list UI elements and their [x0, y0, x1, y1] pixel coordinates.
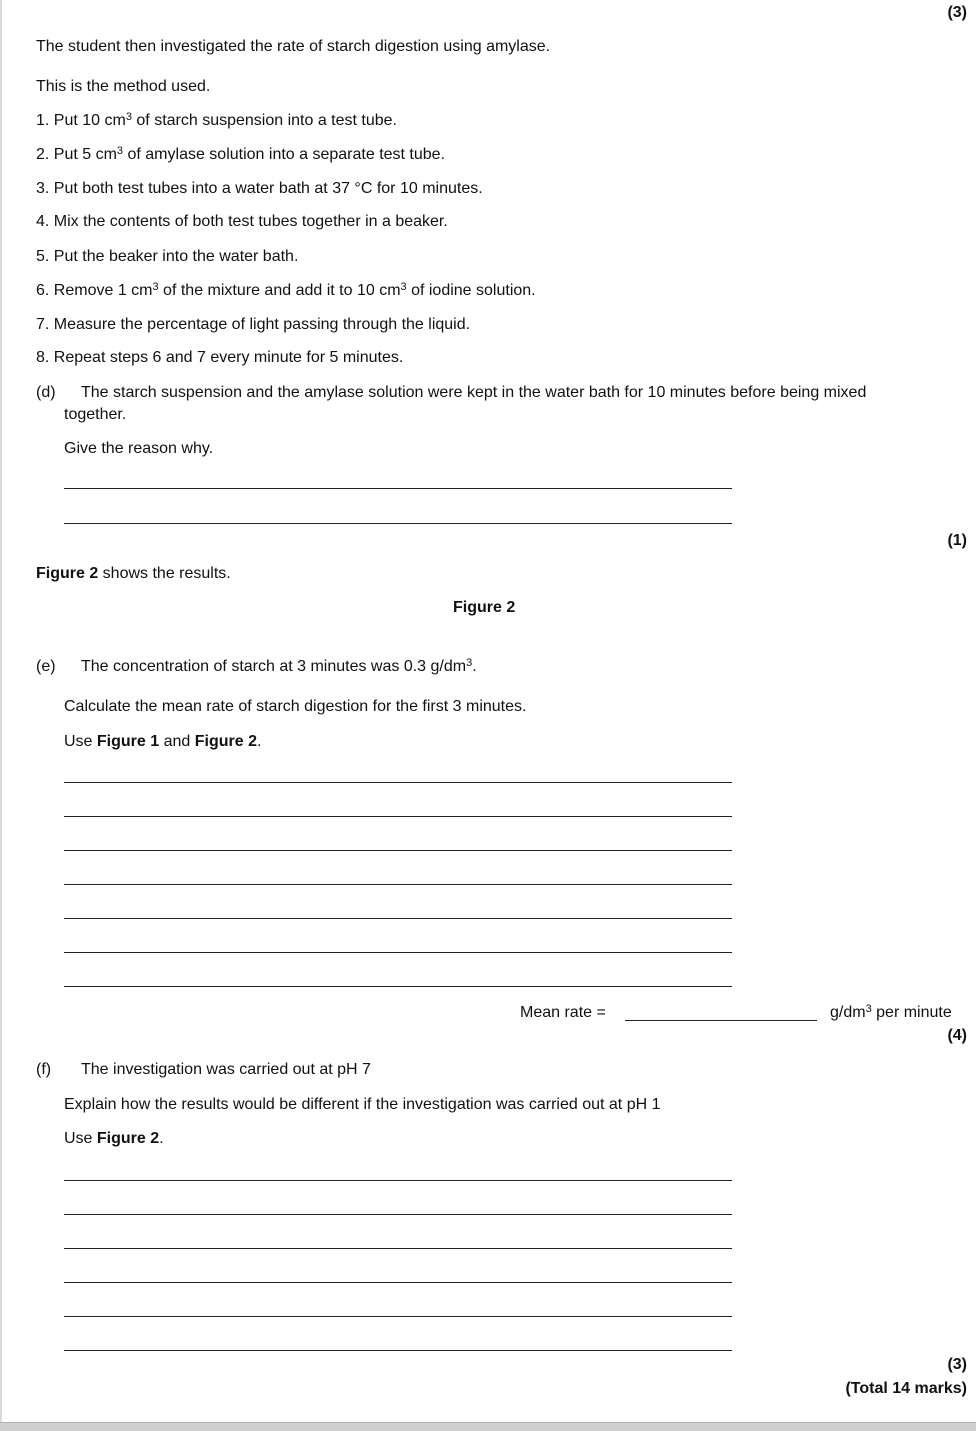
method-step-4: 4. Mix the contents of both test tubes together in a beaker. [36, 213, 448, 230]
part-f-question: The investigation was carried out at pH 7 [81, 1061, 371, 1078]
answer-line[interactable] [64, 1248, 732, 1249]
answer-line[interactable] [64, 850, 732, 851]
answer-line[interactable] [64, 952, 732, 953]
part-d-marks: (1) [947, 532, 967, 549]
method-step-8: 8. Repeat steps 6 and 7 every minute for 5 minutes. [36, 349, 404, 366]
figure-2-intro: Figure 2 shows the results. [36, 565, 231, 582]
method-step-3: 3. Put both test tubes into a water bath at 37 °C for 10 minutes. [36, 180, 483, 197]
marks-c: (3) [947, 4, 967, 21]
part-f-marks: (3) [947, 1356, 967, 1373]
part-e-calc: Calculate the mean rate of starch digestion for the first 3 minutes. [64, 698, 527, 715]
answer-line[interactable] [64, 1350, 732, 1351]
method-step-6: 6. Remove 1 $cm^3$ of the mixture and add it to 10 $cm^3$ of iodine solution. [36, 281, 536, 299]
answer-line[interactable] [64, 1180, 732, 1181]
part-e-question: The concentration of starch at 3 minutes was 0.3 $g/dm^3$. [81, 657, 477, 675]
part-d-question: The starch suspension and the amylase solution were kept in the water bath for 10 minutes before being mixed [81, 384, 867, 401]
answer-line[interactable] [64, 918, 732, 919]
part-f-use: Use Figure 2. [64, 1130, 164, 1147]
answer-line[interactable] [64, 986, 732, 987]
part-d-label: (d) [36, 384, 56, 401]
intro-text: The student then investigated the rate of starch digestion using amylase. [36, 38, 551, 55]
answer-line[interactable] [64, 1282, 732, 1283]
mean-rate-label: Mean rate = [520, 1004, 606, 1021]
part-f-explain: Explain how the results would be different if the investigation was carried out at pH 1 [64, 1096, 661, 1113]
method-step-2: 2. Put 5 $cm^3$ of amylase solution into a separate test tube. [36, 145, 446, 163]
mean-rate-unit: $g/dm^3$ per minute [830, 1003, 952, 1021]
method-step-1: 1. Put 10 $cm^3$ of starch suspension into a test tube. [36, 111, 397, 129]
answer-line[interactable] [64, 816, 732, 817]
mean-rate-answer-line[interactable] [625, 1020, 817, 1021]
answer-line[interactable] [64, 1214, 732, 1215]
part-e-label: (e) [36, 658, 56, 675]
part-e-use: Use Figure 1 and Figure 2. [64, 733, 262, 750]
method-intro: This is the method used. [36, 78, 211, 95]
answer-line[interactable] [64, 488, 732, 489]
part-d-question-cont: together. [64, 406, 127, 423]
page-edge [0, 0, 2, 1430]
answer-line[interactable] [64, 1316, 732, 1317]
part-e-marks: (4) [947, 1027, 967, 1044]
figure-2-title: Figure 2 [453, 599, 516, 616]
method-step-7: 7. Measure the percentage of light passing through the liquid. [36, 316, 471, 333]
answer-line[interactable] [64, 782, 732, 783]
method-step-5: 5. Put the beaker into the water bath. [36, 248, 299, 265]
part-f-label: (f) [36, 1061, 52, 1078]
answer-line[interactable] [64, 884, 732, 885]
answer-line[interactable] [64, 523, 732, 524]
part-d-prompt: Give the reason why. [64, 440, 214, 457]
total-marks: (Total 14 marks) [845, 1380, 967, 1397]
